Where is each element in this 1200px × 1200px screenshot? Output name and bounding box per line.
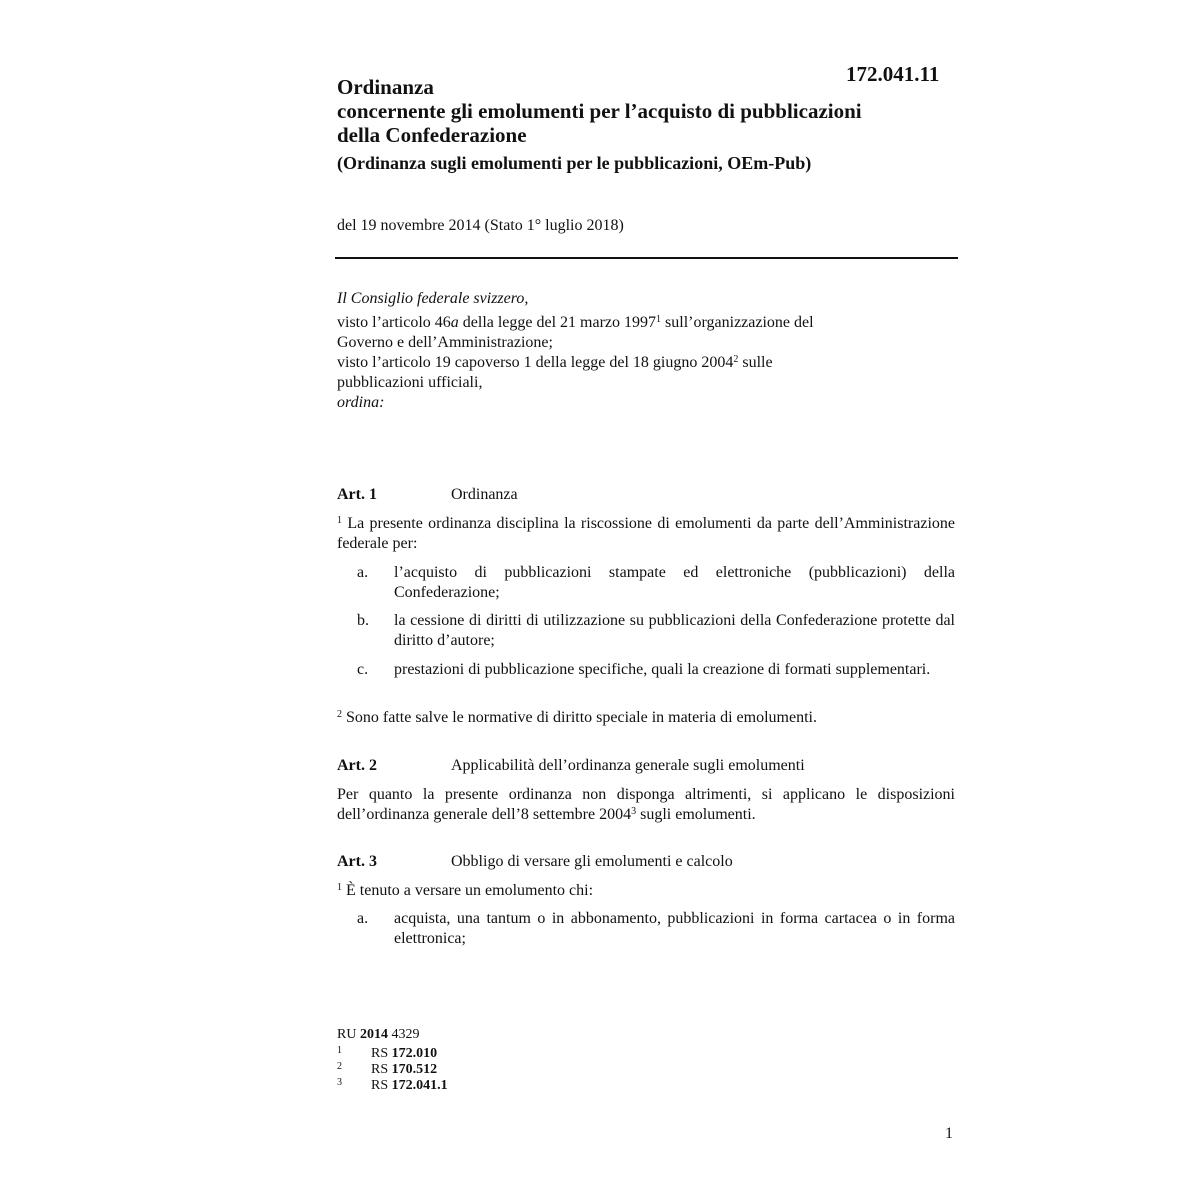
- title-line: concernente gli emolumenti per l’acquisto di pubblicazioni: [337, 99, 862, 123]
- article-3-heading: [337, 853, 955, 871]
- article-title: Applicabilità dell’ordinanza generale sugli emolumenti: [451, 757, 805, 774]
- list-text: l’acquisto di pubblicazioni stampate ed elettroniche (pubblicazioni) della Confederazione;: [394, 564, 955, 601]
- article-1-heading: [337, 486, 955, 504]
- footnote: 3 RS 172.041.1: [337, 1077, 448, 1093]
- text-segment: RS: [371, 1046, 392, 1061]
- preamble-basis-1: [337, 313, 955, 333]
- preamble: [337, 289, 955, 413]
- text-segment: a: [450, 314, 459, 331]
- footnote-link[interactable]: 170.512: [391, 1062, 438, 1077]
- text-segment: RS: [371, 1078, 392, 1093]
- article-number: Art. 1: [337, 486, 377, 503]
- preamble-decree: ordina:: [337, 394, 385, 411]
- footnote-link[interactable]: 172.010: [391, 1046, 438, 1061]
- paragraph-text: Sono fatte salve le normative di diritto speciale in materia di emolumenti.: [342, 709, 817, 726]
- text-segment: sulle: [738, 354, 773, 371]
- preamble-basis-1-cont: Governo e dell’Amministrazione;: [337, 334, 553, 351]
- text-segment: RS: [371, 1062, 392, 1077]
- paragraph-text: sugli emolumenti.: [636, 806, 756, 823]
- article-1-paragraph-1: [337, 514, 955, 554]
- article-number: Art. 3: [337, 853, 377, 870]
- list-text: prestazioni di pubblicazione specifiche, quali la creazione di formati supplementari.: [394, 661, 931, 678]
- text-segment: visto l’articolo 46: [337, 314, 451, 331]
- list-label: a.: [357, 564, 369, 581]
- paragraph-text: Per quanto la presente ordinanza non disponga altrimenti, si applicano le disposizioni dell’ordinanza generale dell’8 settembre 2004: [337, 786, 955, 823]
- document-title: [337, 75, 977, 147]
- title-line: Ordinanza: [337, 75, 434, 99]
- paragraph-number: 1: [337, 515, 342, 526]
- text-segment: 4329: [387, 1027, 420, 1042]
- article-2-heading: [337, 757, 955, 775]
- footnote-ref[interactable]: 1: [656, 314, 662, 325]
- preamble-authority: Il Consiglio federale svizzero,: [337, 290, 529, 307]
- list-label: a.: [357, 910, 369, 927]
- article-number: Art. 2: [337, 757, 377, 774]
- preamble-basis-2-cont: pubblicazioni ufficiali,: [337, 374, 483, 391]
- page-number: 1: [945, 1125, 953, 1142]
- document-subtitle: (Ordinanza sugli emolumenti per le pubblicazioni, OEm-Pub): [337, 153, 812, 173]
- article-title: Obbligo di versare gli emolumenti e calcolo: [451, 853, 733, 870]
- text-segment: 2014: [359, 1027, 388, 1042]
- preamble-basis-2: [337, 353, 955, 373]
- date-line: del 19 novembre 2014 (Stato 1° luglio 2018): [337, 217, 624, 234]
- sr-number: 172.041.11: [846, 62, 940, 86]
- list-label: c.: [357, 661, 369, 678]
- footnote-ref[interactable]: 2: [733, 354, 739, 365]
- article-title: Ordinanza: [451, 486, 518, 503]
- text-segment: RU: [337, 1027, 360, 1042]
- paragraph-number: 2: [337, 709, 342, 720]
- text-segment: sull’organizzazione del: [661, 314, 814, 331]
- article-3-paragraph-1: [337, 881, 955, 901]
- header-rule: [335, 257, 958, 259]
- list-label: b.: [357, 612, 369, 629]
- text-segment: della legge del 21 marzo 1997: [458, 314, 657, 331]
- footnote-link[interactable]: 172.041.1: [391, 1078, 448, 1093]
- footnote: 2 RS 170.512: [337, 1061, 438, 1077]
- paragraph-text: La presente ordinanza disciplina la riscossione di emolumenti da parte dell’Amministrazione federale per:: [337, 515, 955, 552]
- list-text: la cessione di diritti di utilizzazione su pubblicazioni della Confederazione protette dal diritto d’autore;: [394, 612, 955, 649]
- footnote-ref[interactable]: 3: [631, 806, 637, 817]
- title-line: della Confederazione: [337, 123, 527, 147]
- text-segment: visto l’articolo 19 capoverso 1 della legge del 18 giugno 2004: [337, 354, 734, 371]
- list-text: acquista, una tantum o in abbonamento, pubblicazioni in forma cartacea o in forma elettronica;: [394, 910, 955, 947]
- footnote: 1 RS 172.010: [337, 1045, 438, 1061]
- official-compilation-ref: [337, 1027, 419, 1043]
- article-2-paragraph: [337, 785, 955, 825]
- article-1-paragraph-2: [337, 708, 955, 728]
- paragraph-text: È tenuto a versare un emolumento chi:: [342, 882, 594, 899]
- paragraph-number: 1: [337, 882, 342, 893]
